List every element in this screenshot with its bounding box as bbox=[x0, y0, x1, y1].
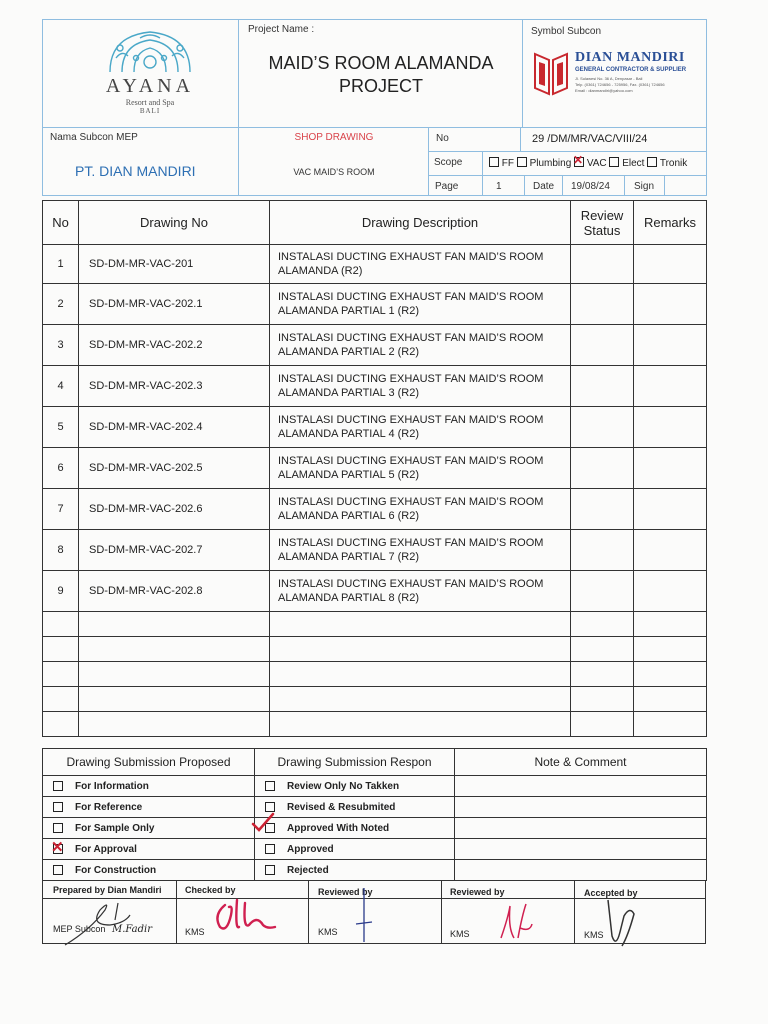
document-title: VAC MAID’S ROOM bbox=[293, 167, 375, 177]
row-no: 5 bbox=[43, 407, 79, 448]
row-review-status[interactable] bbox=[571, 448, 634, 489]
proposed-option-label: For Reference bbox=[75, 801, 143, 813]
row-review-status[interactable] bbox=[571, 530, 634, 571]
empty-cell[interactable] bbox=[270, 662, 571, 687]
scope-vac-checkbox[interactable] bbox=[574, 157, 584, 167]
proposed-option bbox=[43, 797, 255, 818]
checkbox[interactable] bbox=[53, 865, 63, 875]
project-name-line1: MAID’S ROOM ALAMANDA bbox=[268, 53, 494, 73]
respon-option bbox=[255, 860, 455, 881]
table-row-empty bbox=[43, 612, 707, 637]
respon-option-label: Approved bbox=[287, 843, 334, 855]
proposed-option-label: For Approval bbox=[75, 843, 137, 855]
subcon-label: Nama Subcon MEP bbox=[50, 132, 138, 143]
row-description-line1: INSTALASI DUCTING EXHAUST FAN MAID’S ROOM bbox=[278, 496, 544, 508]
scope-label: Scope bbox=[434, 157, 463, 168]
col-header-remarks: Remarks bbox=[634, 201, 707, 245]
accepted-name: KMS bbox=[584, 930, 604, 940]
proposed-option-label: For Construction bbox=[75, 864, 157, 876]
date-value: 19/08/24 bbox=[571, 181, 610, 192]
proposed-option bbox=[43, 776, 255, 797]
empty-cell[interactable] bbox=[79, 687, 270, 712]
empty-cell[interactable] bbox=[79, 712, 270, 737]
row-description-line1: INSTALASI DUCTING EXHAUST FAN MAID’S ROOM bbox=[278, 373, 544, 385]
table-row bbox=[43, 489, 707, 530]
note-cell[interactable] bbox=[455, 860, 707, 881]
row-no: 9 bbox=[43, 571, 79, 612]
respon-option bbox=[255, 797, 455, 818]
row-remarks[interactable] bbox=[634, 245, 707, 284]
note-cell[interactable] bbox=[455, 797, 707, 818]
empty-cell[interactable] bbox=[634, 637, 707, 662]
row-drawing-no: SD-DM-MR-VAC-202.7 bbox=[79, 530, 270, 571]
row-description-line2: ALAMANDA PARTIAL 6 (R2) bbox=[278, 510, 420, 522]
row-no: 1 bbox=[43, 245, 79, 284]
table-row bbox=[43, 325, 707, 366]
drawing-list-table bbox=[42, 200, 707, 737]
col-header-description: Drawing Description bbox=[270, 201, 571, 245]
row-remarks[interactable] bbox=[634, 325, 707, 366]
empty-cell[interactable] bbox=[43, 712, 79, 737]
row-description-line1: INSTALASI DUCTING EXHAUST FAN MAID’S ROOM bbox=[278, 291, 544, 303]
proposed-option-label: For Sample Only bbox=[75, 822, 155, 834]
prepared-by-label: Prepared by Dian Mandiri bbox=[53, 885, 162, 895]
empty-cell[interactable] bbox=[270, 712, 571, 737]
company-address-1: Jl. Sulawesi No. 36 A, Denpasar - Bali bbox=[575, 76, 643, 81]
row-description-line1: INSTALASI DUCTING EXHAUST FAN MAID’S ROOM bbox=[278, 251, 544, 263]
row-drawing-no: SD-DM-MR-VAC-202.5 bbox=[79, 448, 270, 489]
checkbox[interactable] bbox=[53, 823, 63, 833]
header-divider bbox=[524, 175, 525, 196]
table-row bbox=[43, 245, 707, 284]
scope-ff-label: FF bbox=[501, 158, 514, 169]
ayana-sub2: BALI bbox=[139, 107, 161, 115]
submission-table bbox=[42, 748, 707, 881]
checkmark-icon bbox=[251, 812, 275, 832]
row-drawing-no: SD-DM-MR-VAC-202.2 bbox=[79, 325, 270, 366]
symbol-subcon-label: Symbol Subcon bbox=[531, 26, 602, 37]
empty-cell[interactable] bbox=[270, 637, 571, 662]
respon-option bbox=[255, 839, 455, 860]
header-divider bbox=[624, 175, 625, 196]
row-remarks[interactable] bbox=[634, 530, 707, 571]
row-description-line1: INSTALASI DUCTING EXHAUST FAN MAID’S ROOM bbox=[278, 414, 544, 426]
checked-by-label: Checked by bbox=[185, 885, 236, 895]
row-review-status[interactable] bbox=[571, 284, 634, 325]
scope-tronik-checkbox[interactable] bbox=[647, 157, 657, 167]
row-remarks[interactable] bbox=[634, 489, 707, 530]
scope-vac-label: VAC bbox=[586, 158, 607, 169]
company-address-2: Telp. (0361) 724656 - 725956, Fax. (0361) 724656 bbox=[575, 82, 665, 87]
no-label: No bbox=[436, 133, 449, 144]
row-remarks[interactable] bbox=[634, 284, 707, 325]
table-row bbox=[43, 530, 707, 571]
ayana-logo bbox=[90, 28, 210, 118]
project-name-line2: PROJECT bbox=[338, 76, 423, 96]
ayana-sub1: Resort and Spa bbox=[125, 98, 175, 107]
row-remarks[interactable] bbox=[634, 448, 707, 489]
row-description bbox=[270, 325, 571, 366]
empty-cell[interactable] bbox=[571, 612, 634, 637]
sig-divider bbox=[441, 880, 442, 944]
accepted-by-label: Accepted by bbox=[584, 888, 638, 898]
table-row-empty bbox=[43, 687, 707, 712]
empty-cell[interactable] bbox=[571, 662, 634, 687]
row-description-line1: INSTALASI DUCTING EXHAUST FAN MAID’S ROOM bbox=[278, 578, 544, 590]
respon-option-label: Revised & Resubmited bbox=[287, 801, 396, 813]
sig-divider bbox=[308, 880, 309, 944]
proposed-option-label: For Information bbox=[75, 780, 149, 792]
reviewed-name-2: KMS bbox=[450, 929, 470, 939]
checkbox[interactable] bbox=[265, 802, 275, 812]
table-row bbox=[43, 448, 707, 489]
dian-mandiri-logo bbox=[533, 50, 703, 100]
note-cell[interactable] bbox=[455, 818, 707, 839]
company-name: DIAN MANDIRI bbox=[575, 50, 685, 65]
prepared-name: MEP Subcon bbox=[53, 924, 106, 934]
header-divider bbox=[562, 175, 563, 196]
date-label: Date bbox=[533, 181, 555, 192]
empty-cell[interactable] bbox=[43, 637, 79, 662]
respon-option bbox=[255, 776, 455, 797]
row-description bbox=[270, 366, 571, 407]
col-header-drawing-no: Drawing No bbox=[79, 201, 270, 245]
row-description-line2: ALAMANDA PARTIAL 5 (R2) bbox=[278, 469, 420, 481]
row-review-status[interactable] bbox=[571, 407, 634, 448]
empty-cell[interactable] bbox=[270, 687, 571, 712]
table-row-empty bbox=[43, 662, 707, 687]
scope-plumbing-checkbox[interactable] bbox=[517, 157, 527, 167]
row-description-line2: ALAMANDA PARTIAL 1 (R2) bbox=[278, 305, 420, 317]
project-name-label: Project Name : bbox=[248, 24, 315, 35]
checked-name: KMS bbox=[185, 927, 205, 937]
row-drawing-no: SD-DM-MR-VAC-202.4 bbox=[79, 407, 270, 448]
table-row bbox=[43, 571, 707, 612]
table-row bbox=[43, 284, 707, 325]
header-divider bbox=[238, 19, 239, 196]
row-description-line1: INSTALASI DUCTING EXHAUST FAN MAID’S ROOM bbox=[278, 332, 544, 344]
row-drawing-no: SD-DM-MR-VAC-202.1 bbox=[79, 284, 270, 325]
flower-emblem-icon bbox=[100, 28, 200, 73]
empty-cell[interactable] bbox=[571, 712, 634, 737]
subcon-name: PT. DIAN MANDIRI bbox=[75, 163, 196, 179]
empty-cell[interactable] bbox=[634, 687, 707, 712]
row-drawing-no: SD-DM-MR-VAC-202.6 bbox=[79, 489, 270, 530]
scope-options bbox=[489, 157, 687, 169]
row-description bbox=[270, 448, 571, 489]
row-review-status[interactable] bbox=[571, 489, 634, 530]
scope-elect-checkbox[interactable] bbox=[609, 157, 619, 167]
table-row bbox=[43, 407, 707, 448]
row-description-line2: ALAMANDA PARTIAL 3 (R2) bbox=[278, 387, 420, 399]
sig-divider bbox=[574, 880, 575, 944]
note-title: Note & Comment bbox=[455, 749, 707, 776]
col-header-review-status: Review Status bbox=[571, 201, 634, 245]
header-divider bbox=[428, 127, 429, 196]
signature-accepted bbox=[600, 896, 640, 951]
row-no: 3 bbox=[43, 325, 79, 366]
col-header-no: No bbox=[43, 201, 79, 245]
row-description bbox=[270, 571, 571, 612]
row-no: 2 bbox=[43, 284, 79, 325]
row-description bbox=[270, 530, 571, 571]
checkbox[interactable] bbox=[265, 781, 275, 791]
respon-option-label: Approved With Noted bbox=[287, 822, 390, 834]
row-review-status[interactable] bbox=[571, 245, 634, 284]
scope-elect-label: Elect bbox=[622, 158, 645, 169]
header-divider bbox=[520, 127, 521, 151]
row-description-line2: ALAMANDA PARTIAL 8 (R2) bbox=[278, 592, 420, 604]
empty-cell[interactable] bbox=[79, 637, 270, 662]
project-name bbox=[240, 52, 522, 98]
note-cell[interactable] bbox=[455, 839, 707, 860]
prepared-handwritten-name: M.Fadir bbox=[112, 924, 153, 935]
empty-cell[interactable] bbox=[79, 612, 270, 637]
checkbox[interactable] bbox=[53, 781, 63, 791]
checkbox-checked[interactable] bbox=[53, 844, 63, 854]
empty-cell[interactable] bbox=[634, 712, 707, 737]
no-value: 29 /DM/MR/VAC/VIII/24 bbox=[532, 133, 648, 145]
row-review-status[interactable] bbox=[571, 325, 634, 366]
respon-option bbox=[255, 818, 455, 839]
row-no: 7 bbox=[43, 489, 79, 530]
header-divider bbox=[42, 127, 707, 128]
row-no: 4 bbox=[43, 366, 79, 407]
page-value: 1 bbox=[496, 181, 502, 192]
scope-plumbing-label: Plumbing bbox=[529, 158, 572, 169]
company-tagline: GENERAL CONTRACTOR & SUPPLIER bbox=[575, 67, 687, 73]
proposed-option bbox=[43, 839, 255, 860]
row-no: 6 bbox=[43, 448, 79, 489]
shop-drawing-label: SHOP DRAWING bbox=[294, 132, 374, 143]
empty-cell[interactable] bbox=[571, 687, 634, 712]
row-description-line2: ALAMANDA PARTIAL 7 (R2) bbox=[278, 551, 420, 563]
table-row-empty bbox=[43, 712, 707, 737]
row-remarks[interactable] bbox=[634, 571, 707, 612]
respon-option-label: Rejected bbox=[287, 864, 329, 876]
checkbox[interactable] bbox=[265, 844, 275, 854]
row-drawing-no: SD-DM-MR-VAC-202.8 bbox=[79, 571, 270, 612]
empty-cell[interactable] bbox=[634, 662, 707, 687]
row-remarks[interactable] bbox=[634, 407, 707, 448]
row-remarks[interactable] bbox=[634, 366, 707, 407]
empty-cell[interactable] bbox=[43, 612, 79, 637]
proposed-title: Drawing Submission Proposed bbox=[43, 749, 255, 776]
row-drawing-no: SD-DM-MR-VAC-202.3 bbox=[79, 366, 270, 407]
scope-tronik-label: Tronik bbox=[659, 158, 688, 169]
header-divider bbox=[482, 151, 483, 196]
row-description bbox=[270, 407, 571, 448]
header-divider bbox=[522, 19, 523, 127]
scope-ff-checkbox[interactable] bbox=[489, 157, 499, 167]
empty-cell[interactable] bbox=[571, 637, 634, 662]
reviewed-by-label-2: Reviewed by bbox=[450, 887, 505, 897]
respon-option-label: Review Only No Takken bbox=[287, 780, 400, 792]
proposed-option bbox=[43, 860, 255, 881]
row-description bbox=[270, 245, 571, 284]
row-description bbox=[270, 489, 571, 530]
header-divider bbox=[428, 175, 707, 176]
row-description-line1: INSTALASI DUCTING EXHAUST FAN MAID’S ROOM bbox=[278, 537, 544, 549]
signature-reviewed-1 bbox=[350, 886, 380, 946]
page-label: Page bbox=[435, 181, 459, 192]
row-review-status[interactable] bbox=[571, 571, 634, 612]
sign-label: Sign bbox=[634, 181, 655, 192]
empty-cell[interactable] bbox=[79, 662, 270, 687]
row-review-status[interactable] bbox=[571, 366, 634, 407]
respon-title: Drawing Submission Respon bbox=[255, 749, 455, 776]
table-row-empty bbox=[43, 637, 707, 662]
proposed-option bbox=[43, 818, 255, 839]
ayana-brand: AYANA bbox=[105, 75, 195, 97]
row-description-line2: ALAMANDA PARTIAL 2 (R2) bbox=[278, 346, 420, 358]
header-divider bbox=[664, 175, 665, 196]
signature-reviewed-2 bbox=[496, 898, 536, 944]
empty-cell[interactable] bbox=[43, 662, 79, 687]
note-cell[interactable] bbox=[455, 776, 707, 797]
sig-divider bbox=[176, 880, 177, 944]
reviewed-by-label-1: Reviewed by bbox=[318, 887, 373, 897]
empty-cell[interactable] bbox=[634, 612, 707, 637]
table-body bbox=[43, 245, 707, 737]
empty-cell[interactable] bbox=[270, 612, 571, 637]
dm-mark-icon bbox=[533, 50, 569, 96]
row-description-line2: ALAMANDA PARTIAL 4 (R2) bbox=[278, 428, 420, 440]
company-address-3: Email : dianmandiri@yahoo.com bbox=[575, 88, 633, 93]
row-description-line1: INSTALASI DUCTING EXHAUST FAN MAID’S ROOM bbox=[278, 455, 544, 467]
row-no: 8 bbox=[43, 530, 79, 571]
header-divider bbox=[428, 151, 707, 152]
row-drawing-no: SD-DM-MR-VAC-201 bbox=[79, 245, 270, 284]
checkbox[interactable] bbox=[265, 865, 275, 875]
signature-prepared bbox=[60, 895, 153, 950]
table-header-row bbox=[43, 201, 707, 245]
row-description-line2: ALAMANDA (R2) bbox=[278, 265, 363, 277]
row-description bbox=[270, 284, 571, 325]
checkbox[interactable] bbox=[53, 802, 63, 812]
signature-checked bbox=[205, 885, 285, 935]
reviewed-name-1: KMS bbox=[318, 927, 338, 937]
table-row bbox=[43, 366, 707, 407]
empty-cell[interactable] bbox=[43, 687, 79, 712]
